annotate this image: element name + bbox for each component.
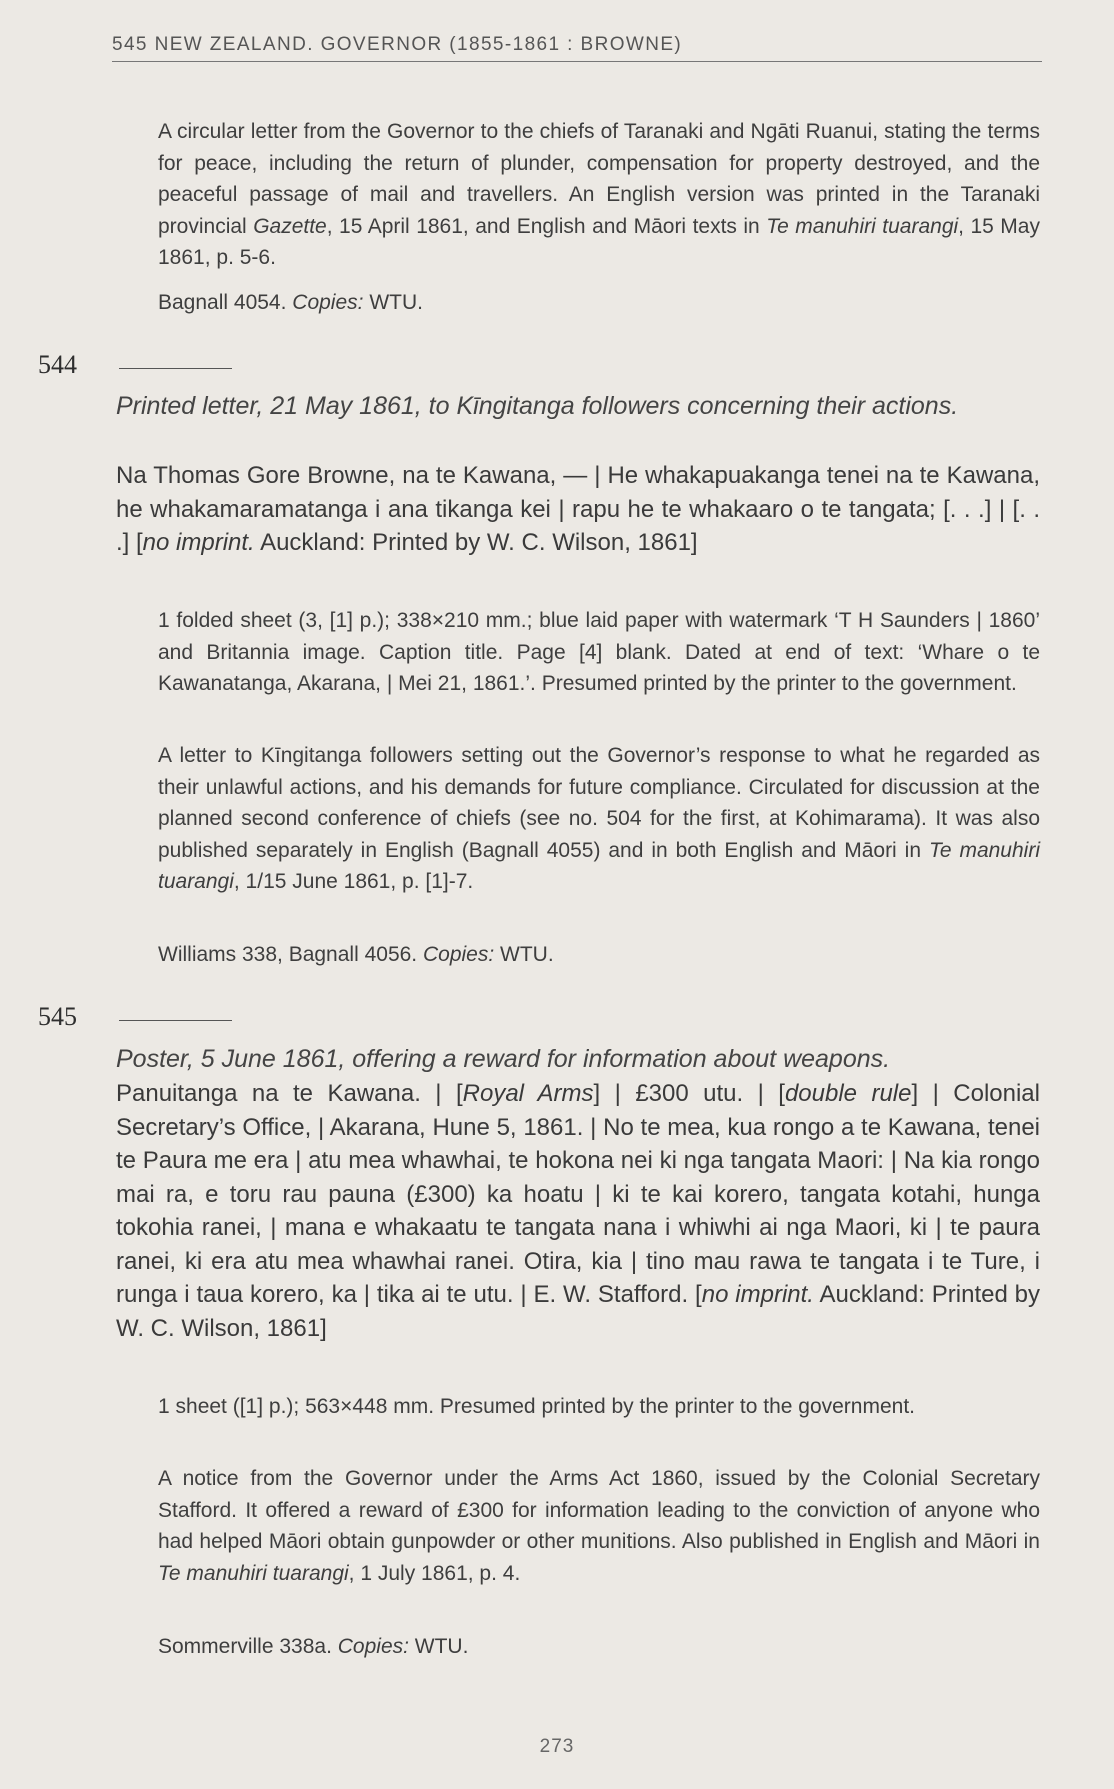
intro-note-text-2: , 15 April 1861, and English and Māori texts in [326, 214, 767, 238]
intro-reference [158, 287, 1040, 319]
entry-dash-545 [119, 1020, 232, 1021]
entry-545-transcription-text-2: ] | £300 utu. | [ [593, 1080, 785, 1107]
intro-ref-text: Bagnall 4054. [158, 291, 293, 314]
entry-544-physical: 1 folded sheet (3, [1] p.); 338×210 mm.; blue laid paper with watermark ‘T H Saunders | 1860’ and Britannia image. Caption title. Page [4] blank. Dated at end of text: ‘Whare o te Kawanatanga, Akarana, | Mei 21, 1861.’. Presumed printed by the printer to the government. [158, 609, 1040, 695]
entry-545-reference [158, 1631, 1040, 1663]
entry-545-royal-arms: Royal Arms [462, 1080, 594, 1107]
entry-545-no-imprint: no imprint. [701, 1281, 814, 1308]
running-header: 545 NEW ZEALAND. GOVERNOR (1855-1861 : BROWNE) [112, 34, 1042, 62]
intro-gazette: Gazette [253, 214, 327, 238]
entry-545-copies-label: Copies: [337, 1635, 409, 1658]
entry-545-note [158, 1463, 1040, 1589]
entry-545-imprint: Auckland: Printed by W. C. Wilson, 1861] [116, 1281, 1041, 1342]
entry-dash-544 [119, 368, 232, 369]
entry-number-544: 544 [38, 350, 77, 379]
entry-544-title: Printed letter, 21 May 1861, to Kīngitanga followers concerning their actions. [116, 392, 959, 420]
entry-544-note [158, 740, 1040, 898]
entry-545-double-rule: double rule [784, 1080, 912, 1107]
entry-544-note-text-2: , 1/15 June 1861, p. [1]-7. [233, 870, 474, 893]
intro-note [158, 116, 1040, 274]
intro-note-text: A circular letter from the Governor to the chiefs of Taranaki and Ngāti Ruanui, stating the terms for peace, including the return of plunder, compensation for property destroyed, and the peaceful passage of mail and travellers. An English version was printed in the Taranaki provincial [158, 120, 1040, 238]
entry-545-note-text-2: , 1 July 1861, p. 4. [348, 1561, 521, 1585]
entry-544-copies-label: Copies: [422, 943, 495, 966]
entry-545-transcription-text-3: ] | Colonial Secretary’s Office, | Akarana, Hune 5, 1861. | No te mea, kua rongo a te Kawana, tenei te Paura me era | atu mea whawhai, te hokona nei ki nga tangata Maori: | Na kia rongo mai ra, e toru rau pauna (£300) ka hoatu | ki te kai korero, tangata kotahi, hunga tokohia ranei, | mana e whakaatu te tangata nana i whiwhi ai nga Maori, ki | te paura ranei, ki era atu mea whawhai ranei. Otira, kia | tino mau rawa te tangata i te Ture, i runga i taua korero, ka | tika ai te utu. | E. W. Stafford. [ [116, 1080, 1040, 1308]
entry-545-note-text: A notice from the Governor under the Arms Act 1860, issued by the Colonial Secretary Stafford. It offered a reward of £300 for information leading to the conviction of anyone who had helped Māori obtain gunpowder or other munitions. Also published in English and Māori in [158, 1467, 1040, 1553]
intro-te-manuhiri: Te manuhiri tuarangi [766, 214, 959, 238]
entry-544-te-manuhiri: Te manuhiri tuarangi [158, 838, 1040, 893]
entry-545-te-manuhiri: Te manuhiri tuarangi [158, 1561, 349, 1585]
entry-545-transcription-text: Panuitanga na te Kawana. | [ [116, 1080, 463, 1107]
page-number: 273 [539, 1736, 575, 1757]
entry-544-ref-text: Williams 338, Bagnall 4056. [158, 943, 423, 966]
entry-545-ref-text: Sommerville 338a. [158, 1635, 338, 1658]
entry-544-note-text: A letter to Kīngitanga followers setting out the Governor’s response to what he regarded as their unlawful actions, and his demands for future compliance. Circulated for discussion at the planned second conference of chiefs (see no. 504 for the first, at Kohimarama). It was also published separately in English (Bagnall 4055) and in both English and Māori in [158, 744, 1040, 862]
entry-545-transcription [116, 1077, 1040, 1345]
entry-number-545: 545 [38, 1002, 77, 1031]
entry-544-imprint: Auckland: Printed by W. C. Wilson, 1861] [254, 529, 698, 556]
intro-ref-holding: WTU. [363, 291, 423, 314]
intro-copies-label: Copies: [292, 291, 364, 314]
entry-544-transcription [116, 459, 1040, 560]
entry-545-ref-holding: WTU. [408, 1635, 469, 1658]
entry-544-ref-holding: WTU. [494, 943, 554, 966]
intro-note-text-3: , 15 May 1861, p. 5-6. [158, 214, 1040, 269]
entry-545-physical: 1 sheet ([1] p.); 563×448 mm. Presumed printed by the printer to the government. [158, 1395, 915, 1418]
entry-544-transcription-text: Na Thomas Gore Browne, na te Kawana, — | He whakapuakanga tenei na te Kawana, he whakamaramatanga i ana tikanga kei | rapu he te whakaaro o te tangata; [. . .] | [. . .] [ [116, 462, 1040, 556]
entry-544-no-imprint: no imprint. [142, 529, 255, 556]
entry-544-reference [158, 939, 1040, 971]
entry-545-title: Poster, 5 June 1861, offering a reward for information about weapons. [116, 1045, 891, 1073]
